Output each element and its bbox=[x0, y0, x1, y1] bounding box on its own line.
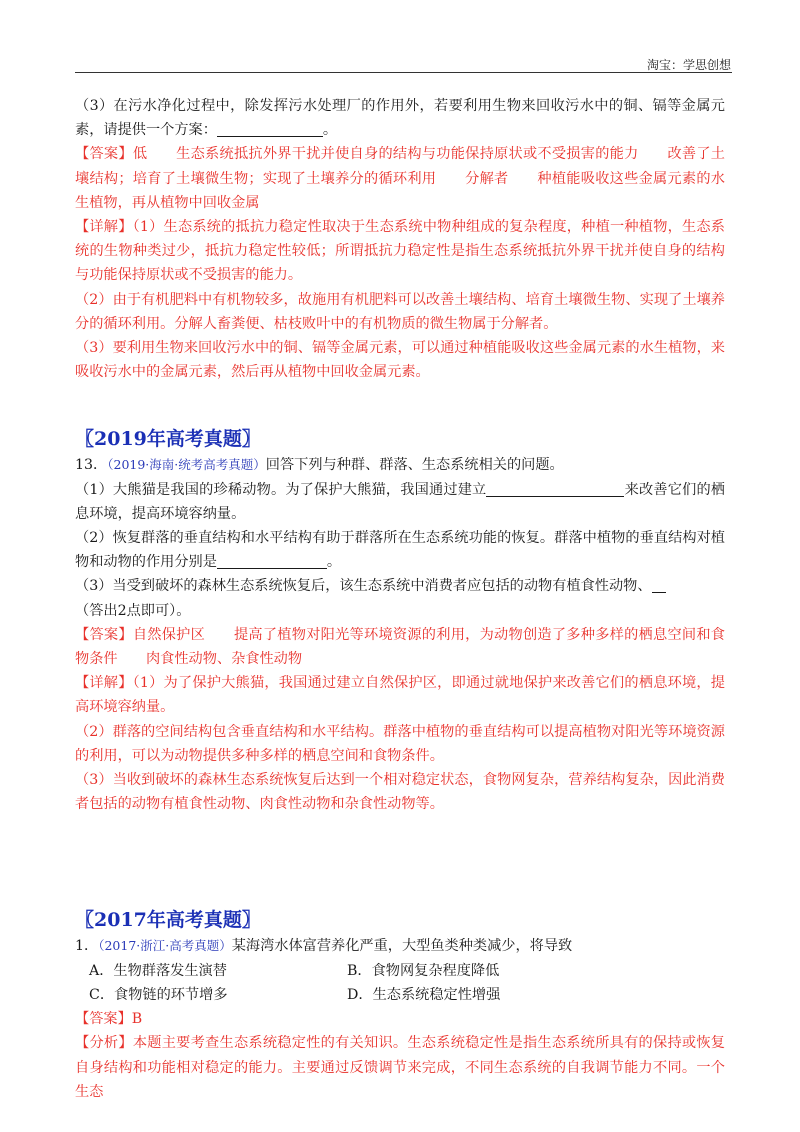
answer-blank[interactable] bbox=[486, 480, 624, 497]
q1-stem: 1．（2017·浙江·高考真题）某海湾水体富营养化严重，大型鱼类种类减少，将导致 bbox=[75, 938, 573, 955]
analysis-tag: 【分析】 bbox=[75, 1035, 133, 1052]
option-b[interactable]: B．食物网复杂程度降低 bbox=[347, 962, 500, 979]
option-c[interactable]: C．食物链的环节增多 bbox=[89, 986, 228, 1003]
q1-answer: 【答案】B bbox=[75, 1011, 143, 1028]
q13-sub2: （2）恢复群落的垂直结构和水平结构有助于群落所在生态系统功能的恢复。群落中植物的垂直结构对植物和动物的作用分别是 。 bbox=[75, 530, 725, 571]
document-body bbox=[75, 94, 725, 1104]
option-d[interactable]: D．生态系统稳定性增强 bbox=[347, 986, 501, 1003]
q3-question: （3）在污水净化过程中，除发挥污水处理厂的作用外，若要利用生物来回收污水中的铜、镉等金属元素，请提供一个方案： 。 bbox=[75, 98, 725, 139]
header-divider bbox=[75, 72, 732, 73]
question-source: （2019·海南·统考高考真题） bbox=[107, 457, 266, 473]
answer-tag: 【答案】 bbox=[75, 146, 133, 163]
q3-detail-3: （3）要利用生物来回收污水中的铜、镉等金属元素，可以通过种植能吸收这些金属元素的水生植物，来吸收污水中的金属元素，然后再从植物中回收金属元素。 bbox=[75, 340, 725, 381]
q13-stem: 13．（2019·海南·统考高考真题）回答下列与种群、群落、生态系统相关的问题。 bbox=[75, 457, 564, 474]
q13-detail-3: （3）当收到破坏的森林生态系统恢复后达到一个相对稳定状态，食物网复杂，营养结构复杂，因此消费者包括的动物有植食性动物、肉食性动物和杂食性动物等。 bbox=[75, 772, 725, 813]
q13-detail-1: 【详解】（1）为了保护大熊猫，我国通过建立自然保护区，即通过就地保护来改善它们的栖息环境，提高环境容纳量。 bbox=[75, 675, 725, 716]
q13-sub3: （3）当受到破坏的森林生态系统恢复后，该生态系统中消费者应包括的动物有植食性动物、 （答出2点即可）。 bbox=[75, 574, 725, 622]
section-title-2017: 〖2017年高考真题〗 bbox=[75, 909, 261, 932]
q13-detail-2: （2）群落的空间结构包含垂直结构和水平结构。群落中植物的垂直结构可以提高植物对阳光等环境资源的利用，可以为动物提供多种多样的栖息空间和食物条件。 bbox=[75, 723, 725, 764]
option-a[interactable]: A．生物群落发生演替 bbox=[89, 962, 227, 979]
q3-answer: 【答案】低 生态系统抵抗外界干扰并使自身的结构与功能保持原状或不受损害的能力 改善了土壤结构；培育了土壤微生物；实现了土壤养分的循环利用 分解者 种植能吸收这些金属元素的水生植物，再从植物中回收金属 bbox=[75, 146, 725, 211]
page-header bbox=[0, 56, 731, 73]
detail-tag: 【详解】 bbox=[75, 675, 133, 692]
answer-blank[interactable] bbox=[217, 120, 323, 137]
answer-tag: 【答案】 bbox=[75, 1011, 132, 1028]
q1-analysis: 【分析】本题主要考查生态系统稳定性的有关知识。生态系统稳定性是指生态系统所具有的保持或恢复自身结构和功能相对稳定的能力。主要通过反馈调节来完成，不同生态系统的自我调节能力不同。一个生态 bbox=[75, 1035, 725, 1100]
answer-blank[interactable] bbox=[217, 552, 327, 569]
q1-options bbox=[75, 959, 725, 1007]
section-title-2019: 〖2019年高考真题〗 bbox=[75, 428, 261, 451]
q3-detail-1: 【详解】（1）生态系统的抵抗力稳定性取决于生态系统中物种组成的复杂程度，种植一种植物，生态系统的生物种类过少，抵抗力稳定性较低；所谓抵抗力稳定性是指生态系统抵抗外界干扰并使自身的结构与功能保持原状或不受损害的能力。 bbox=[75, 219, 725, 284]
shop-label: 淘宝：学思创想 bbox=[646, 58, 731, 72]
answer-blank[interactable] bbox=[652, 576, 666, 593]
q13-sub1: （1）大熊猫是我国的珍稀动物。为了保护大熊猫，我国通过建立 来改善它们的栖息环境，提高环境容纳量。 bbox=[75, 481, 725, 522]
q3-detail-2: （2）由于有机肥料中有机物较多，故施用有机肥料可以改善土壤结构、培育土壤微生物、实现了土壤养分的循环利用。分解人畜粪便、枯枝败叶中的有机物质的微生物属于分解者。 bbox=[75, 291, 725, 332]
question-source: （2017·浙江·高考真题） bbox=[98, 938, 232, 954]
detail-tag: 【详解】 bbox=[75, 219, 133, 236]
q13-answer: 【答案】自然保护区 提高了植物对阳光等环境资源的利用，为动物创造了多种多样的栖息空间和食物条件 肉食性动物、杂食性动物 bbox=[75, 626, 725, 668]
answer-tag: 【答案】 bbox=[75, 626, 133, 643]
